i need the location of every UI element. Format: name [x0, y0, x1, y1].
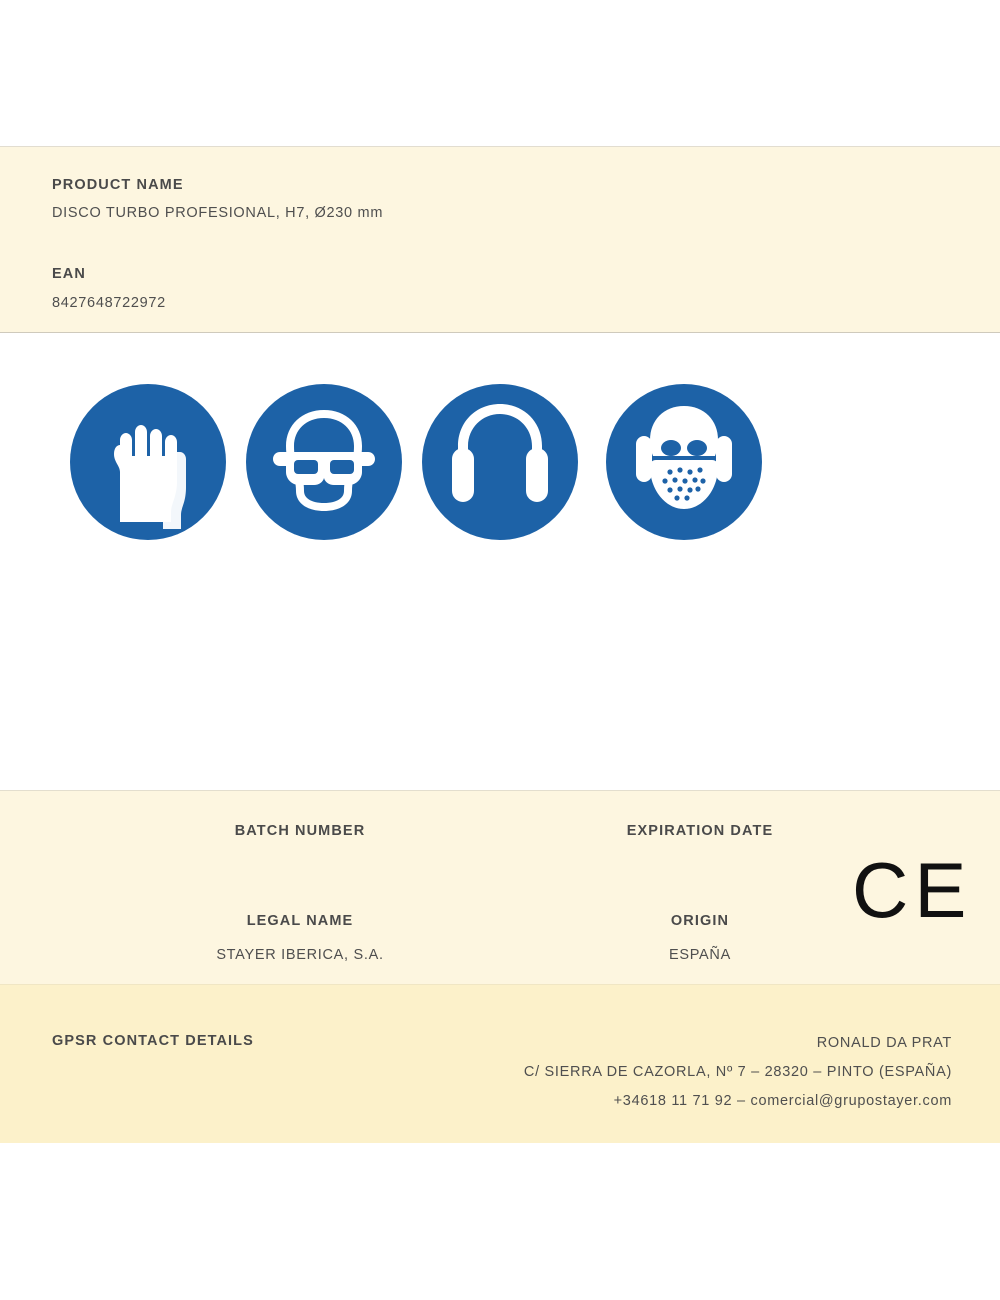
ean-value: 8427648722972: [52, 295, 166, 311]
origin-field: [550, 913, 850, 963]
gpsr-contact-label: GPSR CONTACT DETAILS: [52, 1033, 254, 1049]
legal-name-value: STAYER IBERICA, S.A.: [216, 947, 384, 963]
ear-protection-icon: [418, 380, 582, 544]
legal-name-field: [150, 913, 450, 963]
gpsr-contact-name: RONALD DA PRAT: [816, 1035, 952, 1051]
safety-glasses-icon: [242, 380, 406, 544]
protective-gloves-icon: [66, 380, 230, 544]
ean-label: EAN: [52, 266, 86, 282]
batch-number-field: [150, 823, 450, 857]
batch-legal-band: [0, 790, 1000, 985]
expiration-date-field: [550, 823, 850, 857]
product-name-value: DISCO TURBO PROFESIONAL, H7, Ø230 mm: [52, 205, 384, 221]
product-name-label: PRODUCT NAME: [52, 177, 184, 193]
product-info-band: [0, 146, 1000, 333]
safety-pictogram-row: [0, 380, 1000, 575]
origin-value: ESPAÑA: [669, 947, 731, 963]
batch-number-label: BATCH NUMBER: [234, 823, 366, 839]
origin-label: ORIGIN: [670, 913, 730, 929]
legal-name-label: LEGAL NAME: [246, 913, 354, 929]
gpsr-contact-phone-email: +34618 11 71 92 – comercial@grupostayer.com: [613, 1093, 952, 1109]
expiration-date-label: EXPIRATION DATE: [626, 823, 774, 839]
respirator-mask-icon: [602, 380, 766, 544]
gpsr-contact-address: C/ SIERRA DE CAZORLA, Nº 7 – 28320 – PINTO (ESPAÑA): [523, 1064, 952, 1080]
ce-mark-icon: CE: [852, 846, 973, 934]
gpsr-contact-lines: [524, 1029, 952, 1116]
gpsr-contact-band: [0, 985, 1000, 1143]
